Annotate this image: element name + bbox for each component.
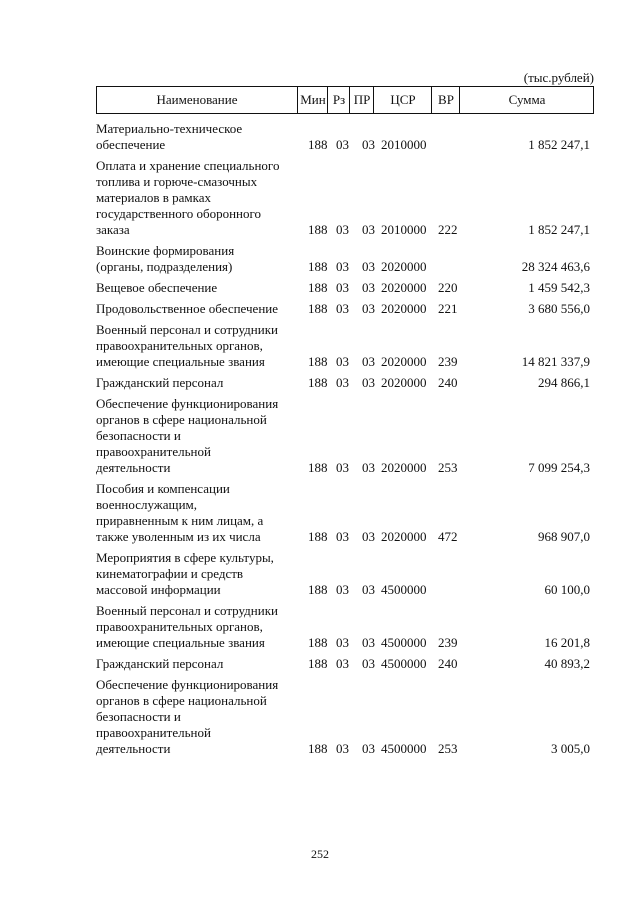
row-name-line: Военный персонал и сотрудники [96,603,278,618]
row-name-line: также уволенным из их числа [96,529,261,544]
row-name-line: Мероприятия в сфере культуры, [96,550,274,565]
row-name-line: имеющие специальные звания [96,354,265,369]
row-min: 188 [308,375,328,390]
row-pr: 03 [362,259,375,274]
row-codes [96,137,594,153]
row-pr: 03 [362,354,375,369]
row-codes [96,582,594,598]
table-row [96,396,594,476]
row-name-line: Военный персонал и сотрудники [96,322,278,337]
row-name-line: массовой информации [96,582,221,597]
page-number: 252 [311,847,329,861]
row-csr: 4500000 [381,635,427,650]
row-min: 188 [308,656,328,671]
row-vr: 239 [438,354,458,369]
row-pr: 03 [362,222,375,237]
row-name-line: правоохранительных органов, [96,338,263,353]
row-name-line: Обеспечение функционирования [96,396,279,411]
row-name-line: имеющие специальные звания [96,635,265,650]
row-name-line: органов в сфере национальной [96,693,267,708]
row-min: 188 [308,222,328,237]
row-codes [96,259,594,275]
row-rz: 03 [336,582,349,597]
units-note: (тыс.рублей) [523,70,594,85]
row-pr: 03 [362,280,375,295]
header-sum: Сумма [459,87,594,113]
row-name-line: Пособия и компенсации [96,481,230,496]
row-pr: 03 [362,529,375,544]
row-pr: 03 [362,582,375,597]
row-codes [96,529,594,545]
row-pr: 03 [362,137,375,152]
table-row [96,301,594,317]
table-row [96,322,594,370]
row-name-line: кинематографии и средств [96,566,244,581]
row-name-line: Продовольственное обеспечение [96,301,278,316]
row-min: 188 [308,582,328,597]
row-codes [96,280,594,296]
table-row [96,280,594,296]
row-name-line: правоохранительной [96,725,211,740]
row-csr: 4500000 [381,656,427,671]
row-pr: 03 [362,460,375,475]
row-name-line: правоохранительных органов, [96,619,263,634]
header-name: Наименование [156,92,238,107]
row-name-line: (органы, подразделения) [96,259,233,274]
table-row [96,158,594,238]
table-row [96,677,594,757]
row-name-line: Гражданский персонал [96,656,224,671]
row-rz: 03 [336,259,349,274]
row-csr: 2020000 [381,354,427,369]
row-name-line: Воинские формирования [96,243,235,258]
row-min: 188 [308,635,328,650]
row-min: 188 [308,280,328,295]
row-rz: 03 [336,529,349,544]
row-codes [96,375,594,391]
row-rz: 03 [336,137,349,152]
row-name-line: деятельности [96,460,171,475]
row-codes [96,656,594,672]
row-vr: 240 [438,656,458,671]
row-csr: 2010000 [381,137,427,152]
row-rz: 03 [336,741,349,756]
row-name-line: государственного оборонного [96,206,261,221]
row-rz: 03 [336,635,349,650]
row-vr: 253 [438,741,458,756]
row-csr: 4500000 [381,741,427,756]
row-vr: 221 [438,301,458,316]
row-csr: 2020000 [381,529,427,544]
row-pr: 03 [362,635,375,650]
row-name-line: топлива и горюче-смазочных [96,174,258,189]
row-vr: 240 [438,375,458,390]
row-sum: 7 099 254,3 [528,460,590,475]
row-rz: 03 [336,375,349,390]
row-codes [96,635,594,651]
row-sum: 3 005,0 [551,741,590,756]
row-name-line: приравненным к ним лицам, а [96,513,264,528]
table-row [96,243,594,275]
row-sum: 294 866,1 [538,375,590,390]
row-csr: 2010000 [381,222,427,237]
row-vr: 253 [438,460,458,475]
row-name-line: деятельности [96,741,171,756]
row-min: 188 [308,301,328,316]
row-sum: 3 680 556,0 [528,301,590,316]
row-rz: 03 [336,354,349,369]
row-name-line: органов в сфере национальной [96,412,267,427]
row-min: 188 [308,741,328,756]
row-codes [96,222,594,238]
row-min: 188 [308,529,328,544]
row-codes [96,741,594,757]
row-codes [96,301,594,317]
row-sum: 1 852 247,1 [528,137,590,152]
row-codes [96,354,594,370]
table-row [96,603,594,651]
row-sum: 968 907,0 [538,529,590,544]
row-name-line: Обеспечение функционирования [96,677,279,692]
row-vr: 220 [438,280,458,295]
row-name-line: правоохранительной [96,444,211,459]
row-csr: 4500000 [381,582,427,597]
row-name-line: обеспечение [96,137,166,152]
row-rz: 03 [336,301,349,316]
row-sum: 60 100,0 [544,582,590,597]
row-pr: 03 [362,301,375,316]
table-body [96,121,594,762]
row-sum: 16 201,8 [544,635,590,650]
header-pr: ПР [349,87,374,113]
row-codes [96,460,594,476]
header-vr: ВР [431,87,460,113]
header-rz: Рз [327,87,350,113]
row-name-line: заказа [96,222,130,237]
row-sum: 28 324 463,6 [521,259,590,274]
row-min: 188 [308,460,328,475]
header-csr: ЦСР [373,87,432,113]
row-name-line: военнослужащим, [96,497,197,512]
row-csr: 2020000 [381,301,427,316]
row-pr: 03 [362,375,375,390]
row-min: 188 [308,259,328,274]
row-sum: 1 459 542,3 [528,280,590,295]
header-min: Мин [297,87,328,113]
table-row [96,481,594,545]
row-sum: 1 852 247,1 [528,222,590,237]
row-sum: 14 821 337,9 [521,354,590,369]
row-csr: 2020000 [381,280,427,295]
row-rz: 03 [336,280,349,295]
row-vr: 239 [438,635,458,650]
table-row [96,121,594,153]
row-sum: 40 893,2 [544,656,590,671]
row-vr: 222 [438,222,458,237]
row-name-line: материалов в рамках [96,190,212,205]
row-pr: 03 [362,656,375,671]
row-min: 188 [308,354,328,369]
row-vr: 472 [438,529,458,544]
row-csr: 2020000 [381,460,427,475]
table-row [96,375,594,391]
table-header [96,86,594,114]
row-rz: 03 [336,656,349,671]
row-rz: 03 [336,460,349,475]
row-min: 188 [308,137,328,152]
row-name-line: безопасности и [96,709,181,724]
row-name-line: Вещевое обеспечение [96,280,218,295]
row-name-line: Материально-техническое [96,121,243,136]
row-name-line: безопасности и [96,428,181,443]
row-name-line: Оплата и хранение специального [96,158,280,173]
row-pr: 03 [362,741,375,756]
row-name-line: Гражданский персонал [96,375,224,390]
table-row [96,550,594,598]
row-csr: 2020000 [381,259,427,274]
table-row [96,656,594,672]
row-csr: 2020000 [381,375,427,390]
row-rz: 03 [336,222,349,237]
